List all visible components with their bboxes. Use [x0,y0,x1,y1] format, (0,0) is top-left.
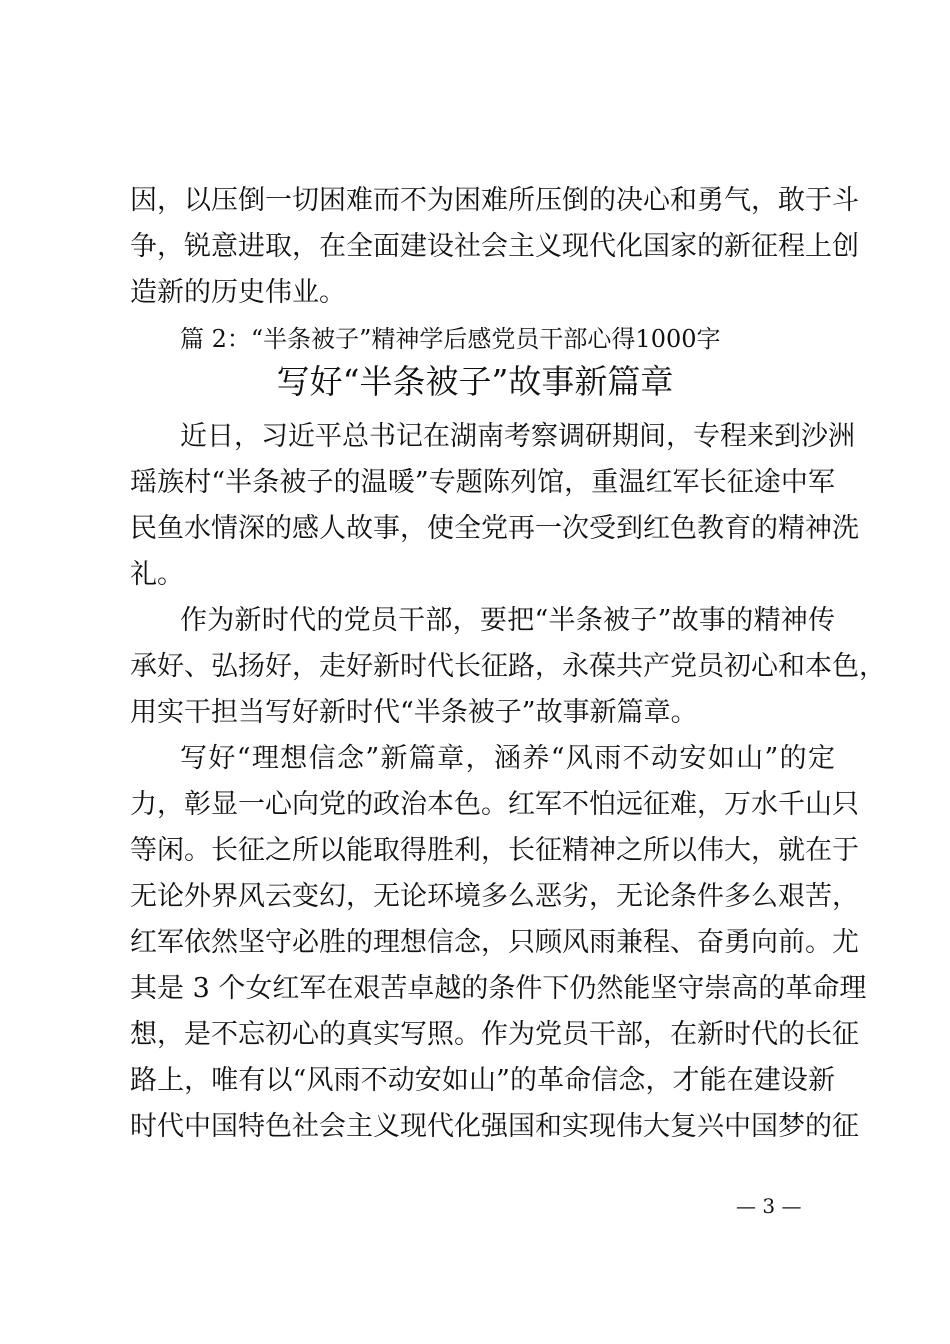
paragraph-line: 民鱼水情深的感人故事，使全党再一次受到红色教育的精神洗 [130,513,859,544]
paragraph-line: 用实干担当写好新时代“半条被子”故事新篇章。 [130,697,698,728]
page-number: — 3 — [736,1194,802,1218]
paragraph-line: 力，彰显一心向党的政治本色。红军不怕远征难，万水千山只 [130,789,859,820]
paragraph-line: 等闲。长征之所以能取得胜利，长征精神之所以伟大，就在于 [130,835,859,866]
paragraph-line: 作为新时代的党员干部，要把“半条被子”故事的精神传 [180,605,835,636]
article-title: 写好“半条被子”故事新篇章 [276,362,674,401]
body-line: 造新的历史伟业。 [130,277,346,308]
paragraph-line: 近日，习近平总书记在湖南考察调研期间，专程来到沙洲 [180,421,855,452]
paragraph-line: 无论外界风云变幻，无论环境多么恶劣，无论条件多么艰苦， [130,881,859,912]
paragraph-line: 路上，唯有以“风雨不动安如山”的革命信念，才能在建设新 [130,1065,835,1096]
paragraph-line: 时代中国特色社会主义现代化强国和实现伟大复兴中国梦的征 [130,1111,859,1142]
article-subtitle: 篇 2：“半条被子”精神学后感党员干部心得1000字 [180,325,721,353]
paragraph-line: 其是 3 个女红军在艰苦卓越的条件下仍然能坚守崇高的革命理 [130,973,867,1004]
paragraph-line: 承好、弘扬好，走好新时代长征路，永葆共产党员初心和本色， [130,651,886,682]
paragraph-line: 礼。 [130,559,184,590]
paragraph-line: 瑶族村“半条被子的温暖”专题陈列馆，重温红军长征途中军 [130,467,835,498]
body-line: 争，锐意进取，在全面建设社会主义现代化国家的新征程上创 [130,231,859,262]
paragraph-line: 写好“理想信念”新篇章，涵养“风雨不动安如山”的定 [180,743,835,774]
paragraph-line: 红军依然坚守必胜的理想信念，只顾风雨兼程、奋勇向前。尤 [130,927,859,958]
paragraph-line: 想，是不忘初心的真实写照。作为党员干部，在新时代的长征 [130,1019,859,1050]
body-line: 因，以压倒一切困难而不为困难所压倒的决心和勇气，敢于斗 [130,185,859,216]
